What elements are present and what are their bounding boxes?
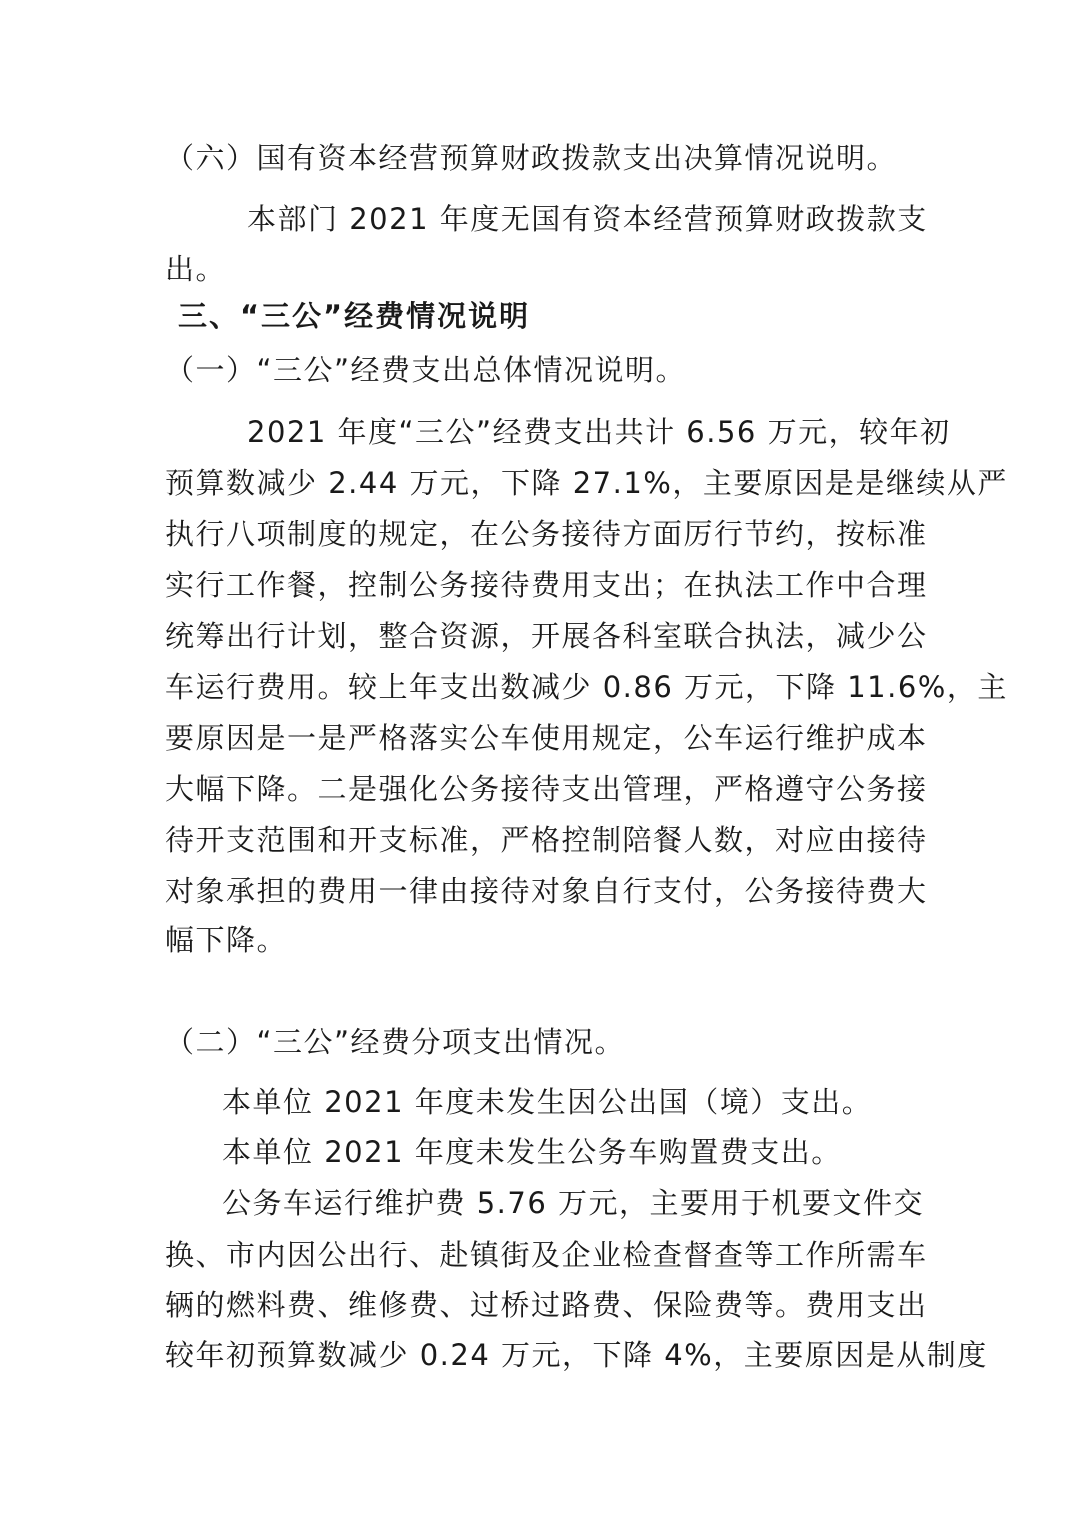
sub2-para-line-1: 公务车运行维护费 5.76 万元，主要用于机要文件交 (222, 1186, 925, 1220)
sub1-para-line-9: 待开支范围和开支标准，严格控制陪餐人数，对应由接待 (165, 823, 928, 857)
sub1-para-line-1: 2021 年度“三公”经费支出共计 6.56 万元，较年初 (247, 415, 951, 449)
sub1-para-line-5: 统筹出行计划，整合资源，开展各科室联合执法，减少公 (165, 619, 928, 653)
section6-heading: （六）国有资本经营预算财政拨款支出决算情况说明。 (165, 141, 898, 175)
sub1-para-line-7: 要原因是一是严格落实公车使用规定，公车运行维护成本 (165, 721, 928, 755)
part3-heading: 三、“三公”经费情况说明 (178, 299, 531, 333)
section6-para-line-2: 出。 (165, 252, 227, 286)
sub2-para-line-4: 较年初预算数减少 0.24 万元，下降 4%，主要原因是从制度 (165, 1338, 988, 1372)
sub1-para-line-11: 幅下降。 (165, 923, 288, 957)
sub1-para-line-8: 大幅下降。二是强化公务接待支出管理，严格遵守公务接 (165, 772, 928, 806)
sub1-para-line-10: 对象承担的费用一律由接待对象自行支付，公务接待费大 (165, 874, 928, 908)
sub2-para-line-3: 辆的燃料费、维修费、过桥过路费、保险费等。费用支出 (165, 1288, 928, 1322)
section6-para-line-1: 本部门 2021 年度无国有资本经营预算财政拨款支 (247, 202, 928, 236)
sub1-para-line-3: 执行八项制度的规定，在公务接待方面厉行节约，按标准 (165, 517, 928, 551)
sub1-para-line-6: 车运行费用。较上年支出数减少 0.86 万元，下降 11.6%，主 (165, 670, 1008, 704)
sub1-para-line-2: 预算数减少 2.44 万元，下降 27.1%，主要原因是是继续从严 (165, 466, 1008, 500)
sub2-para-line-2: 换、市内因公出行、赴镇街及企业检查督查等工作所需车 (165, 1238, 928, 1272)
sub2-line-1: 本单位 2021 年度未发生因公出国（境）支出。 (222, 1085, 873, 1119)
sub1-heading: （一）“三公”经费支出总体情况说明。 (165, 353, 687, 387)
sub2-heading: （二）“三公”经费分项支出情况。 (165, 1025, 626, 1059)
sub1-para-line-4: 实行工作餐，控制公务接待费用支出；在执法工作中合理 (165, 568, 928, 602)
sub2-line-2: 本单位 2021 年度未发生公务车购置费支出。 (222, 1135, 842, 1169)
